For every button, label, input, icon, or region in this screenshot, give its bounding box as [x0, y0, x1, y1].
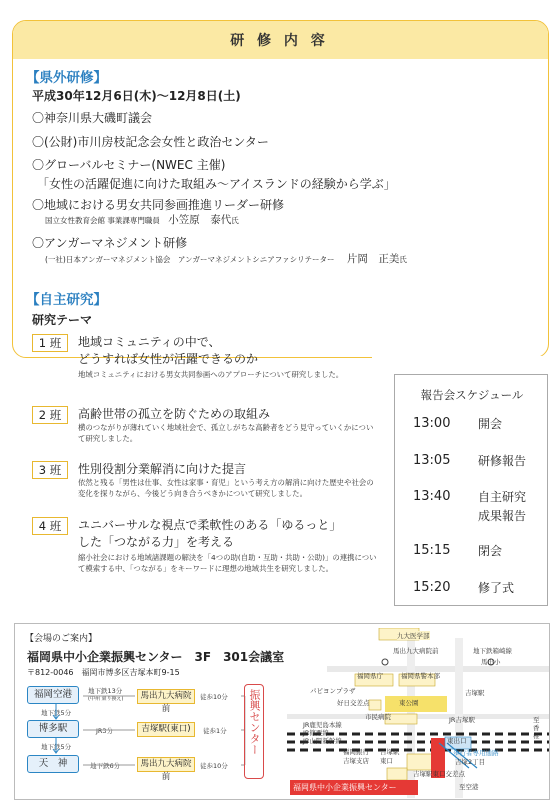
map-police: 福岡県警本部 [401, 672, 440, 680]
route-1-how: 地下鉄13分 [88, 687, 123, 695]
schedule-label-1: 開会 [478, 417, 503, 431]
venue-box [14, 623, 550, 800]
outside-label: 【県外研修】 [26, 70, 107, 86]
training-date: 平成30年12月6日(木)～12月8日(土) [32, 89, 241, 103]
map-ward: 市民病院 [365, 713, 391, 721]
group-3-badge: 3 班 [32, 461, 68, 479]
map-target: 福岡県中小企業振興センター [293, 783, 397, 792]
group-1-badge: 1 班 [32, 334, 68, 352]
map-line1: 地下鉄箱崎線 [473, 647, 512, 655]
lecturer-2-org: (一社)日本アンガーマネジメント協会 アンガーマネジメントシニアファシリテーター [45, 255, 335, 264]
route-2-stop: 吉塚駅(東口) [137, 722, 195, 737]
group-2-title: 高齢世帯の孤立を防ぐための取組み [78, 407, 271, 421]
route-1-stop: 馬出九大病院前 [137, 689, 195, 704]
map-station: 至空港 [459, 783, 479, 791]
frame-notch [372, 356, 552, 366]
schedule-label-2: 研修報告 [478, 454, 527, 468]
group-4-title [78, 517, 341, 551]
schedule-label-3-line2: 成果報告 [478, 509, 527, 523]
route-2-how: JR3分 [96, 727, 114, 735]
map-jr-line1: JR鹿児島本線 [303, 721, 342, 729]
transfer-arrows [50, 704, 62, 754]
group-1-title [78, 334, 258, 368]
map-univ: 九大医学部 [397, 632, 430, 640]
lecturer-2 [45, 251, 407, 266]
map-cross: 吉塚駅東口交差点 [413, 770, 465, 778]
schedule-title: 報告会スケジュール [420, 388, 524, 402]
schedule-box [394, 374, 548, 606]
venue-name: 福岡県中小企業振興センター 3F 301会議室 [27, 650, 285, 664]
group-1-desc: 地域コミュニティにおける男女共同参画へのアプローチについて研究しました。 [78, 370, 344, 379]
route-3-how: 地下鉄6分 [90, 762, 121, 770]
route-arrows [75, 682, 255, 782]
training-item-3-theme: 「女性の活躍促進に向けた取組み～アイスランドの経験から学ぶ」 [37, 177, 396, 191]
schedule-time-2: 13:05 [413, 453, 451, 468]
map-plaza: パピヨンプラザ [310, 687, 356, 695]
training-item-1: 〇神奈川県大磯町議会 [32, 111, 153, 125]
theme-heading: 研究テーマ [32, 313, 93, 327]
map-jr-line3: JR山陽新幹線 [303, 737, 342, 745]
training-item-5: 〇アンガーマネジメント研修 [32, 236, 188, 250]
route-1-how2: (中州 乗り換え) [88, 696, 124, 702]
map-pref: 福岡県庁 [357, 672, 383, 680]
schedule-time-3: 13:40 [413, 489, 451, 504]
route-from-airport: 福岡空港 [27, 686, 79, 704]
map-hall: 好日交差点 [337, 699, 370, 707]
route-1-walk: 徒歩10分 [200, 693, 228, 701]
route-from-tenjin: 天 神 [27, 755, 79, 773]
training-item-3: 〇グローバルセミナー(NWEC 主催) [32, 158, 226, 172]
lecturer-1-suffix: 氏 [231, 216, 239, 225]
group-1-title-line1: 地域コミュニティの中で、 [78, 335, 221, 349]
group-4-desc: 縮小社会における地域諸課題の解決を「4つの助(自助・互助・共助・公助)」の連携について模索する中、「つながる」をキーワードに理想の地域共生を研究しました。 [78, 553, 377, 573]
route-2-walk: 徒歩1分 [203, 727, 227, 735]
schedule-label-5: 修了式 [478, 581, 515, 595]
page-title: 研 修 内 容 [230, 33, 329, 49]
training-item-4: 〇地域における男女共同参画推進リーダー研修 [32, 198, 285, 212]
map-stn2: 馬出小 [481, 658, 501, 666]
destination-box [244, 684, 264, 779]
map-bank: 福岡銀行 吉塚支店 [343, 748, 369, 765]
schedule-time-1: 13:00 [413, 416, 451, 431]
lecturer-2-suffix: 氏 [399, 255, 407, 264]
lecturer-1-name: 小笠原 泰代 [168, 214, 232, 226]
schedule-label-3-line1: 自主研究 [478, 490, 527, 504]
map-kotoku: 吉塚駅 [465, 689, 485, 697]
map-exit-w: 吉塚駅 東口 [380, 748, 400, 765]
schedule-time-4: 15:15 [413, 543, 451, 558]
destination-label: 振興センター [248, 689, 261, 755]
group-2-desc: 横のつながりが薄れていく地域社会で、孤立しがちな高齢者をどう見守っていくかについて研究しました。 [78, 423, 374, 443]
route-transfer-2: 地下鉄5分 [41, 743, 72, 751]
map-park: 東公園 [399, 699, 419, 707]
route-3-walk: 徒歩10分 [200, 762, 228, 770]
route-from-hakata: 博多駅 [27, 720, 79, 738]
map-town: 吉塚2丁目 [455, 758, 486, 766]
group-3-desc: 依然と残る「男性は仕事、女性は家事・育児」という考え方の解消に向けた歴史や社会の変化を探りながら、今後どう向き合うべきかについて研究しました。 [78, 478, 374, 498]
map-jr-line2: JR篠栗線 [303, 729, 329, 737]
training-item-2: 〇(公財)市川房枝記念会女性と政治センター [32, 135, 269, 149]
schedule-label-4: 閉会 [478, 544, 503, 558]
lecturer-1 [45, 212, 239, 227]
self-study-label: 【自主研究】 [26, 292, 107, 308]
group-4-badge: 4 班 [32, 517, 68, 535]
group-4-title-line2: した「つながる力」を考える [78, 535, 235, 549]
map-exit-e: 東出口 [447, 737, 467, 745]
venue-address: 〒812-0046 福岡市博多区吉塚本町9-15 [27, 668, 180, 677]
group-1-title-line2: どうすれば女性が活躍できるのか [78, 352, 259, 366]
schedule-label-3 [478, 488, 526, 526]
route-3-stop: 馬出九大病院前 [137, 757, 195, 772]
lecturer-2-name: 片岡 正美 [346, 253, 400, 265]
group-2-badge: 2 班 [32, 406, 68, 424]
map-right: 至 香 椎 [533, 716, 540, 740]
schedule-time-5: 15:20 [413, 580, 451, 595]
map-path: 歩行者専用通路 [453, 749, 499, 757]
lecturer-1-org: 国立女性教育会館 事業課専門職員 [45, 216, 160, 225]
group-4-title-line1: ユニバーサルな視点で柔軟性のある「ゆるっと」 [78, 518, 342, 532]
map-jr: JR吉塚駅 [449, 716, 475, 724]
group-3-title: 性別役割分業解消に向けた提言 [78, 462, 247, 476]
venue-heading: 【会場のご案内】 [25, 634, 98, 644]
route-transfer-1: 地下鉄5分 [41, 709, 72, 717]
map-stn1: 馬出九大病院前 [393, 647, 439, 655]
